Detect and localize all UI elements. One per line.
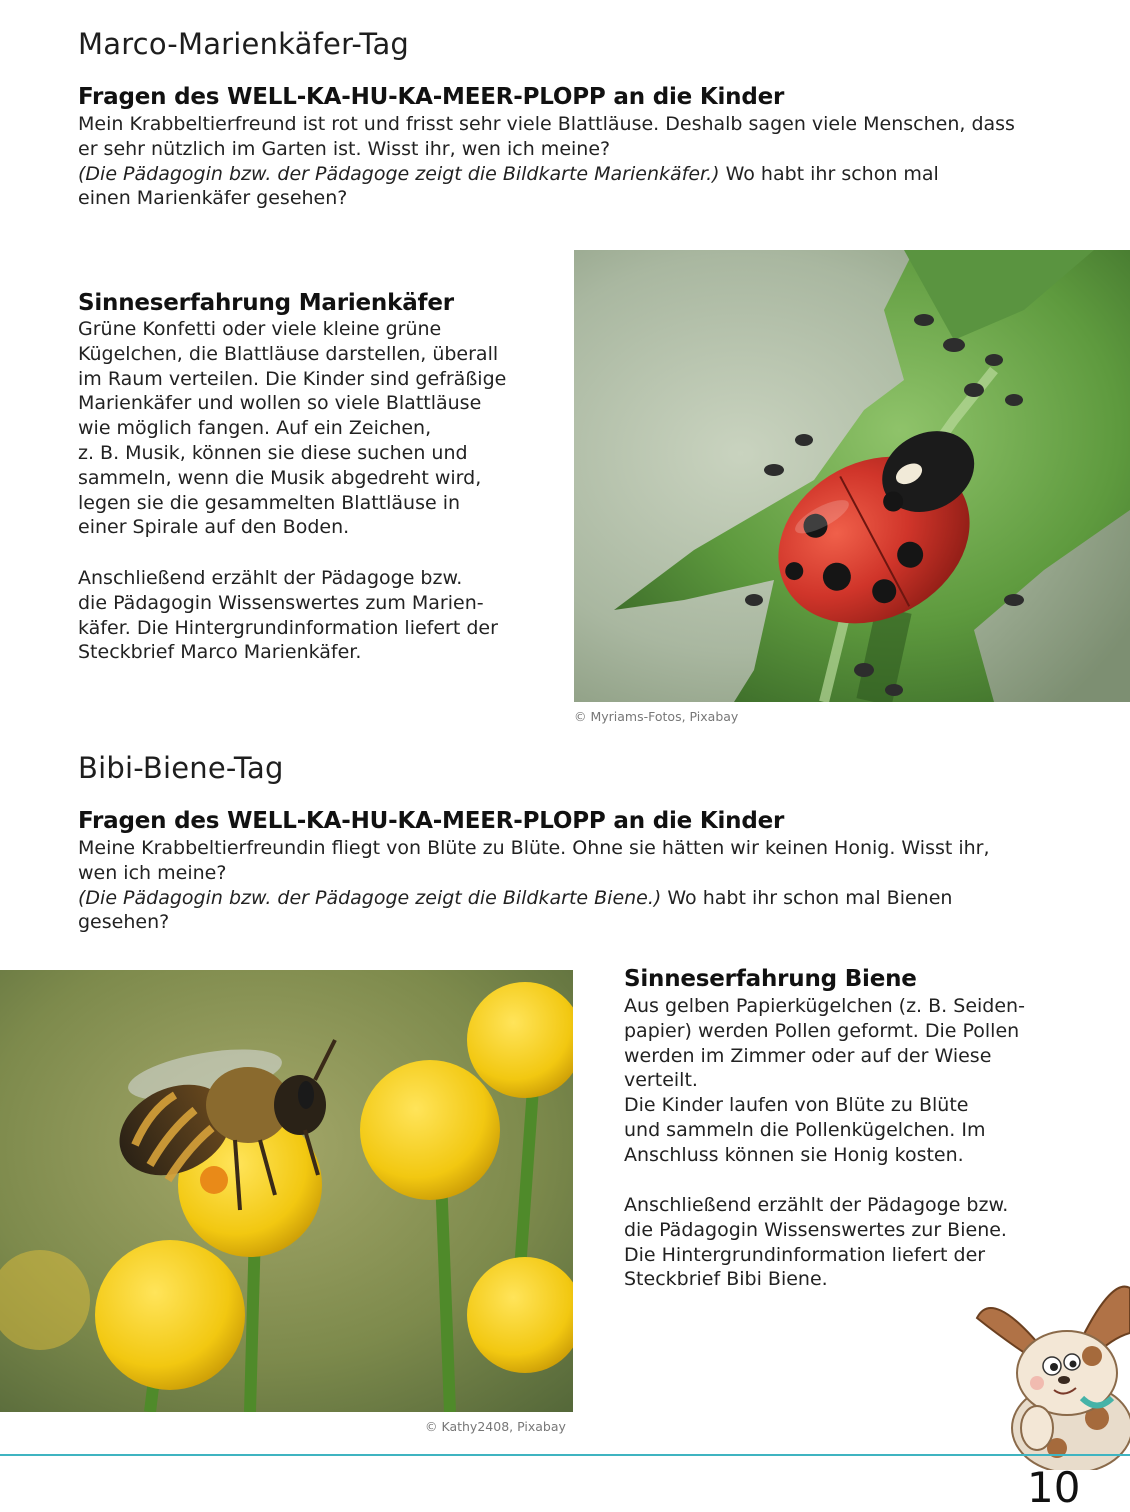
- text-line: legen sie die gesammelten Blattläuse in: [78, 491, 461, 514]
- text-line: die Pädagogin Wissenswertes zum Marien-: [78, 591, 484, 614]
- text-line: papier) werden Pollen geformt. Die Pollen: [624, 1019, 1020, 1042]
- text-line: verteilt.: [624, 1069, 698, 1092]
- photo-credit-ladybug: © Myriams-Fotos, Pixabay: [574, 709, 739, 724]
- text-line: Die Hintergrundinformation liefert der: [624, 1243, 986, 1266]
- text-line: einen Marienkäfer gesehen?: [78, 187, 348, 210]
- text-line: Grüne Konfetti oder viele kleine grüne: [78, 318, 442, 340]
- text-fragment: Wo habt ihr schon mal Bienen: [661, 886, 953, 909]
- text-line: z. B. Musik, können sie diese suchen und: [78, 441, 468, 464]
- text-line: und sammeln die Pollenkügelchen. Im: [624, 1118, 986, 1141]
- text-line: Anschließend erzählt der Pädagoge bzw.: [624, 1194, 1009, 1216]
- photo-credit-bee: © Kathy2408, Pixabay: [425, 1419, 566, 1434]
- text-line: sammeln, wenn die Musik abgedreht wird,: [78, 466, 482, 489]
- text-line: Mein Krabbeltierfreund ist rot und frisst sehr viele Blattläuse. Deshalb sagen viele Menschen, dass: [78, 113, 1015, 135]
- page-number: 10: [1027, 1463, 1081, 1512]
- text-line: [78, 162, 1078, 187]
- text-line: die Pädagogin Wissenswertes zur Biene.: [624, 1218, 1007, 1241]
- text-line: Anschließend erzählt der Pädagoge bzw.: [78, 567, 463, 589]
- text-line: gesehen?: [78, 911, 170, 934]
- text-line: einer Spirale auf den Boden.: [78, 516, 350, 539]
- text-line: Steckbrief Marco Marienkäfer.: [78, 641, 362, 664]
- questions-heading-ladybug: Fragen des WELL-KA-HU-KA-MEER-PLOPP an die Kinder: [78, 84, 785, 110]
- sense-text-ladybug: [78, 317, 548, 540]
- text-line: Die Kinder laufen von Blüte zu Blüte: [624, 1094, 969, 1117]
- text-line: im Raum verteilen. Die Kinder sind gefräßige: [78, 367, 507, 390]
- text-line: Kügelchen, die Blattläuse darstellen, überall: [78, 342, 499, 365]
- text-line: käfer. Die Hintergrundinformation liefert der: [78, 616, 498, 639]
- ladybug-photo: [574, 250, 1130, 702]
- questions-heading-bee: Fragen des WELL-KA-HU-KA-MEER-PLOPP an die Kinder: [78, 808, 785, 834]
- text-line: wen ich meine?: [78, 861, 227, 884]
- section-title-bee: Bibi-Biene-Tag: [78, 751, 284, 785]
- bunny-mascot-icon: [972, 1278, 1130, 1470]
- sense-heading-bee: Sinneserfahrung Biene: [624, 966, 917, 992]
- bee-photo: [0, 970, 573, 1412]
- text-line: er sehr nützlich im Garten ist. Wisst ihr, wen ich meine?: [78, 137, 611, 160]
- text-line: Steckbrief Bibi Biene.: [624, 1268, 828, 1291]
- questions-text-ladybug: [78, 112, 1078, 211]
- questions-text-bee: [78, 836, 1078, 935]
- text-line: wie möglich fangen. Auf ein Zeichen,: [78, 417, 432, 440]
- text-line: Anschluss können sie Honig kosten.: [624, 1143, 964, 1166]
- text-line: Marienkäfer und wollen so viele Blattläuse: [78, 392, 482, 415]
- section-title-ladybug: Marco-Marienkäfer-Tag: [78, 27, 410, 61]
- text-line: werden im Zimmer oder auf der Wiese: [624, 1044, 992, 1067]
- footer-rule: [0, 1454, 1130, 1456]
- italic-instruction: (Die Pädagogin bzw. der Pädagoge zeigt die Bildkarte Marienkäfer.): [78, 162, 720, 185]
- sense-text-bee: [624, 994, 1064, 1168]
- italic-instruction: (Die Pädagogin bzw. der Pädagoge zeigt die Bildkarte Biene.): [78, 886, 662, 909]
- sense-heading-ladybug: Sinneserfahrung Marienkäfer: [78, 290, 454, 316]
- text-line: Meine Krabbeltierfreundin fliegt von Blüte zu Blüte. Ohne sie hätten wir keinen Honig. Wisst ihr,: [78, 837, 990, 859]
- followup-text-ladybug: [78, 566, 548, 665]
- text-line: [78, 886, 1078, 911]
- text-line: Aus gelben Papierkügelchen (z. B. Seiden-: [624, 995, 1025, 1017]
- text-fragment: Wo habt ihr schon mal: [719, 162, 939, 185]
